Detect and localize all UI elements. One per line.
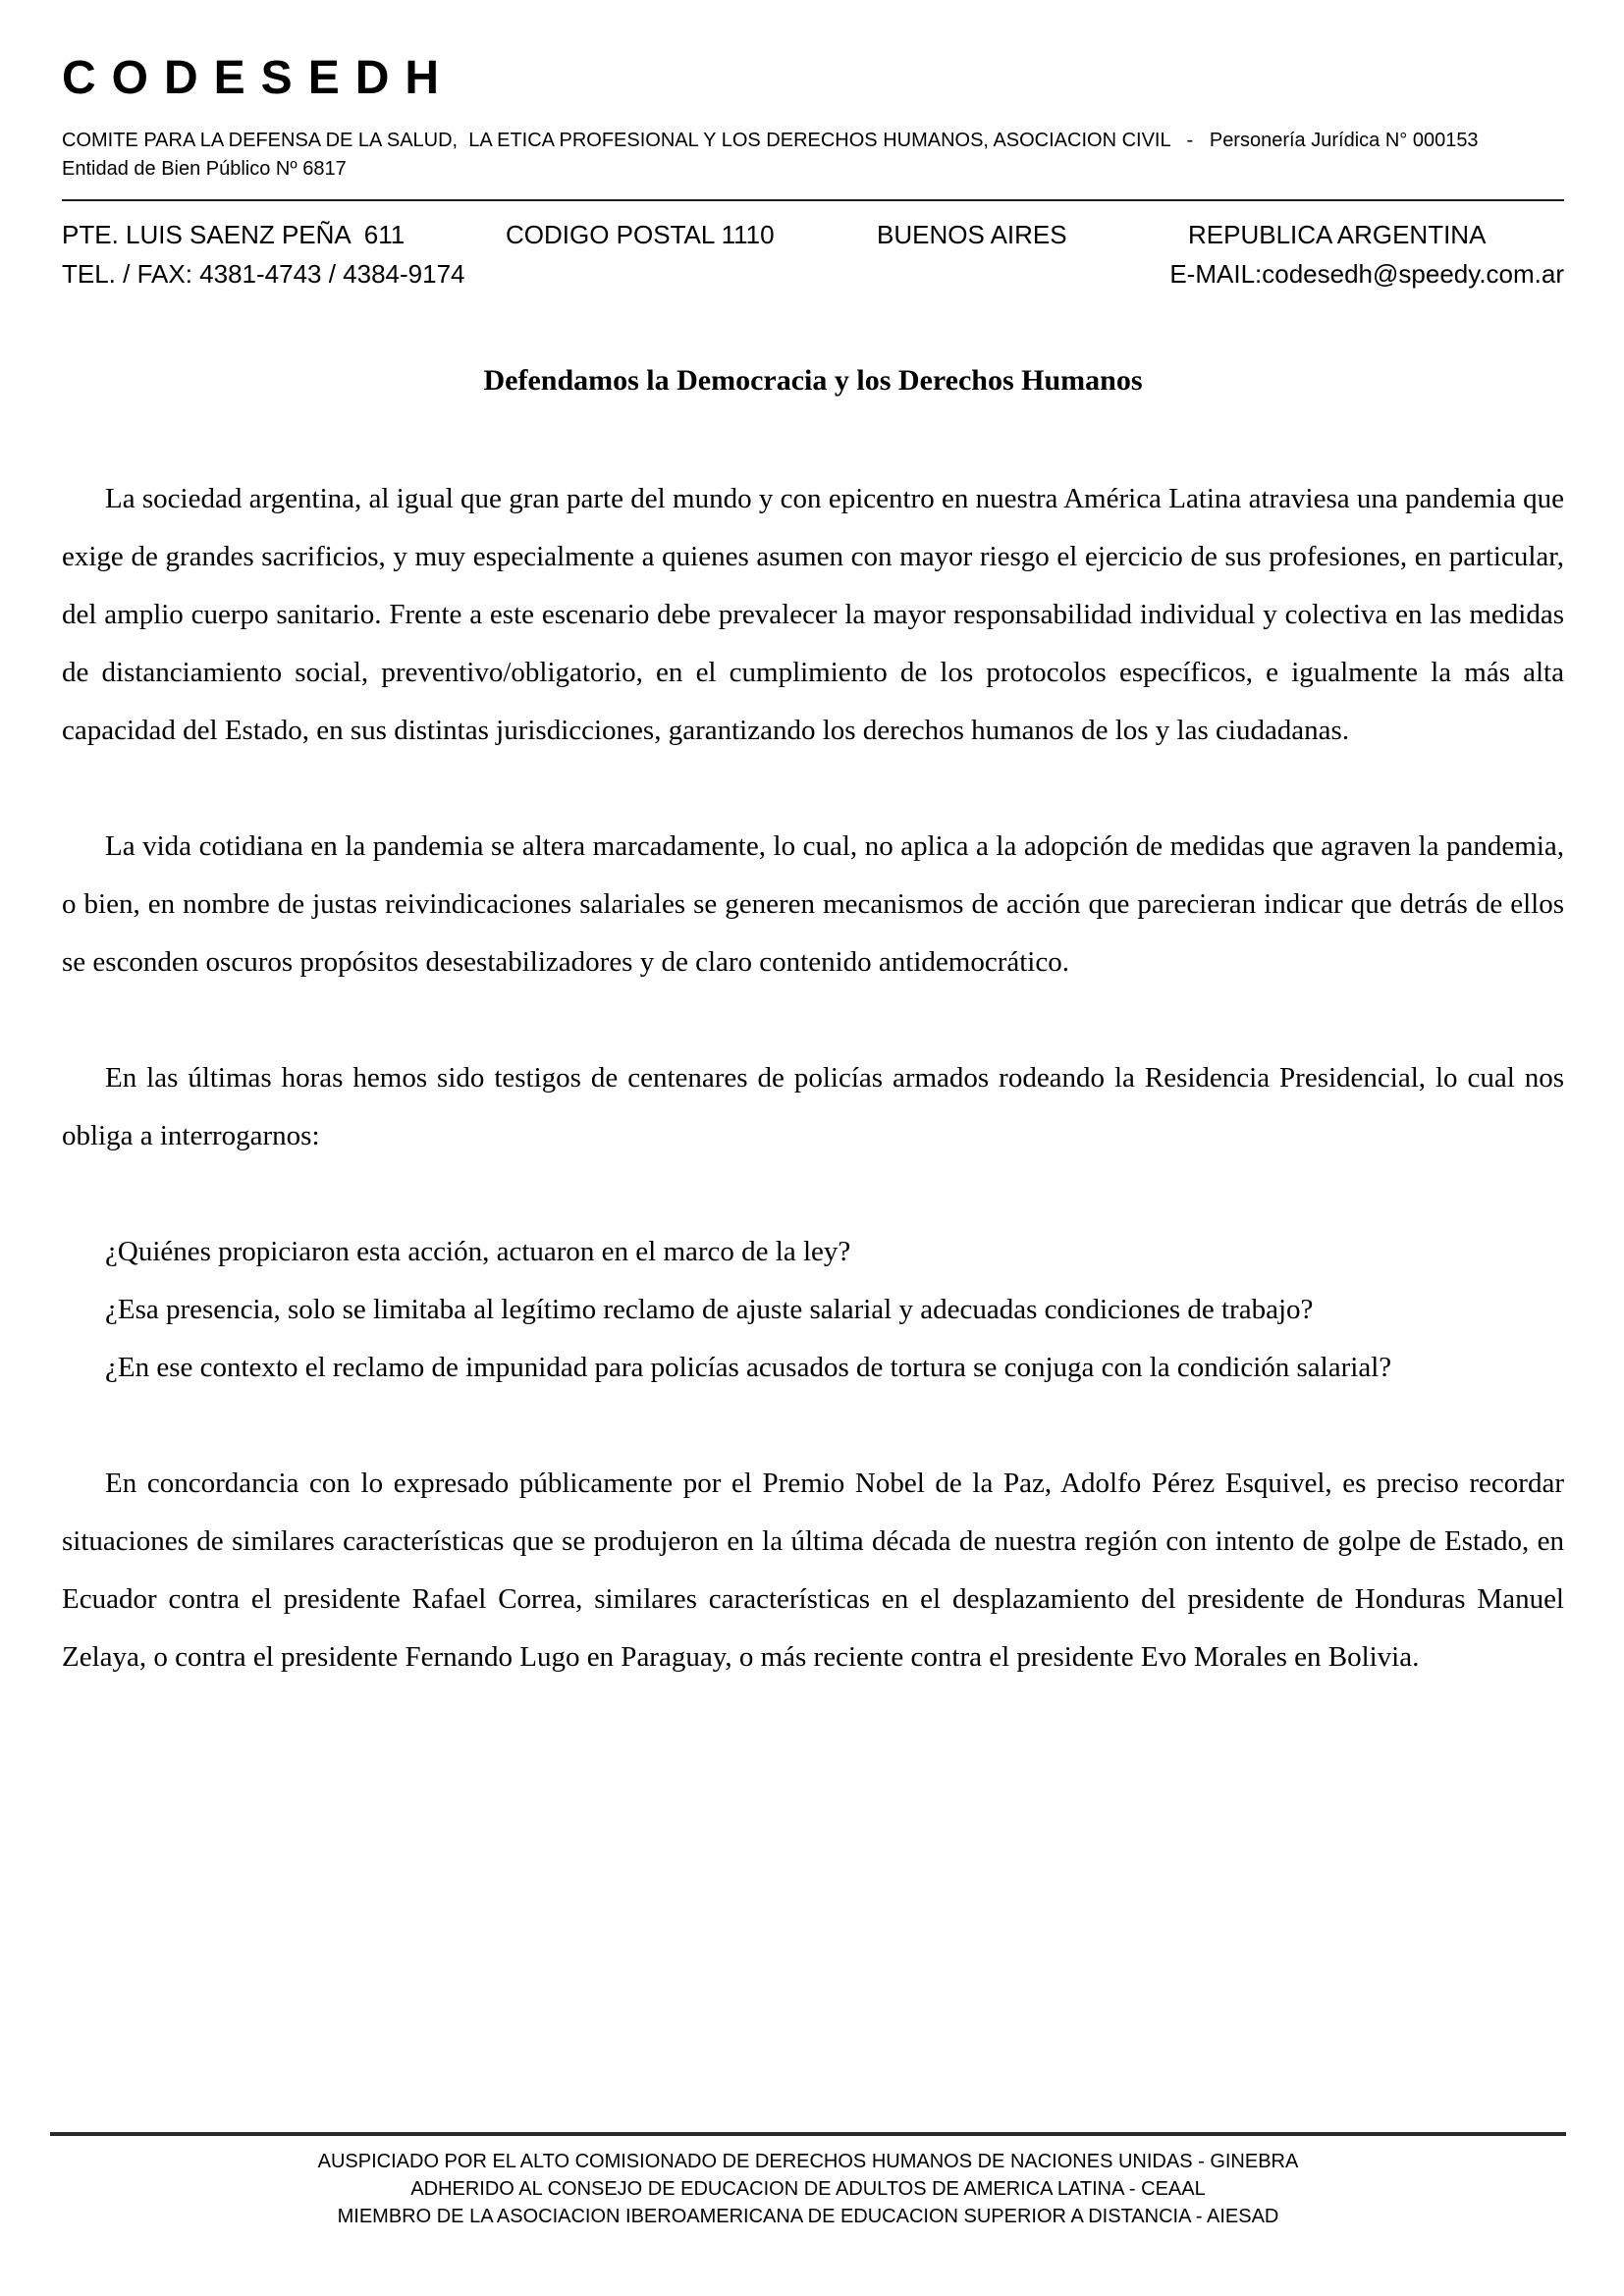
address-line (62, 215, 1564, 254)
page-footer (50, 2132, 1566, 2230)
letterhead (62, 51, 1564, 294)
org-acronym: CODESEDH (62, 52, 456, 104)
document-title: Defendamos la Democracia y los Derechos Humanos (483, 364, 1143, 398)
document-body (62, 470, 1564, 1686)
address-street: PTE. LUIS SAENZ PEÑA 611 (62, 220, 406, 250)
address-city: BUENOS AIRES (877, 220, 1067, 250)
footer-divider (50, 2132, 1566, 2136)
org-description-line: COMITE PARA LA DEFENSA DE LA SALUD, LA ETICA PROFESIONAL Y LOS DERECHOS HUMANOS, ASOCIACION CIVIL - Personería Jurídica N° 000153 (62, 130, 1479, 152)
paragraph: La vida cotidiana en la pandemia se altera marcadamente, lo cual, no aplica a la adopción de medidas que agraven la pandemia, o bien, en nombre de justas reivindicaciones salariales se generen mecanismos de acción que parecieran indicar que detrás de ellos se esconden oscuros propósitos desestabilizadores y de claro contenido antidemocrático. (62, 830, 1564, 979)
footer-line: ADHERIDO AL CONSEJO DE EDUCACION DE ADULTOS DE AMERICA LATINA - CEAAL (410, 2178, 1206, 2200)
paragraph: En concordancia con lo expresado públicamente por el Premio Nobel de la Paz, Adolfo Pérez Esquivel, es preciso recordar situaciones de similares características que se produjeron en la última década de nuestra región con intento de golpe de Estado, en Ecuador contra el presidente Rafael Correa, similares características en el desplazamiento del presidente de Honduras Manuel Zelaya, o contra el presidente Fernando Lugo en Paraguay, o más reciente contra el presidente Evo Morales en Bolivia. (62, 1468, 1564, 1674)
org-registration-line: Entidad de Bien Público Nº 6817 (62, 158, 347, 181)
questions-block (62, 1223, 1564, 1397)
question-line: ¿Esa presencia, solo se limitaba al legítimo reclamo de ajuste salarial y adecuadas condiciones de trabajo? (105, 1294, 1314, 1326)
tel-fax: TEL. / FAX: 4381-4743 / 4384-9174 (62, 259, 465, 290)
letterhead-divider (62, 199, 1564, 201)
question-line: ¿En ese contexto el reclamo de impunidad para policías acusados de tortura se conjuga con la condición salarial? (105, 1352, 1392, 1384)
address-postal-code: CODIGO POSTAL 1110 (506, 220, 775, 250)
paragraph: En las últimas horas hemos sido testigos de centenares de policías armados rodeando la Residencia Presidencial, lo cual nos obliga a interrogarnos: (62, 1062, 1564, 1152)
footer-lines (50, 2148, 1566, 2230)
footer-line: MIEMBRO DE LA ASOCIACION IBEROAMERICANA DE EDUCACION SUPERIOR A DISTANCIA - AIESAD (337, 2206, 1279, 2227)
contact-line (62, 254, 1564, 294)
footer-line: AUSPICIADO POR EL ALTO COMISIONADO DE DERECHOS HUMANOS DE NACIONES UNIDAS - GINEBRA (317, 2151, 1299, 2172)
question-line: ¿Quiénes propiciaron esta acción, actuaron en el marco de la ley? (105, 1236, 851, 1268)
address-country: REPUBLICA ARGENTINA (1188, 220, 1487, 250)
email-address: E-MAIL:codesedh@speedy.com.ar (1169, 259, 1564, 290)
paragraph: La sociedad argentina, al igual que gran parte del mundo y con epicentro en nuestra América Latina atraviesa una pandemia que exige de grandes sacrificios, y muy especialmente a quienes asumen con mayor riesgo el ejercicio de sus profesiones, en particular, del amplio cuerpo sanitario. Frente a este escenario debe prevalecer la mayor responsabilidad individual y colectiva en las medidas de distanciamiento social, preventivo/obligatorio, en el cumplimiento de los protocolos específicos, e igualmente la más alta capacidad del Estado, en sus distintas jurisdicciones, garantizando los derechos humanos de los y las ciudadanas. (62, 483, 1564, 747)
